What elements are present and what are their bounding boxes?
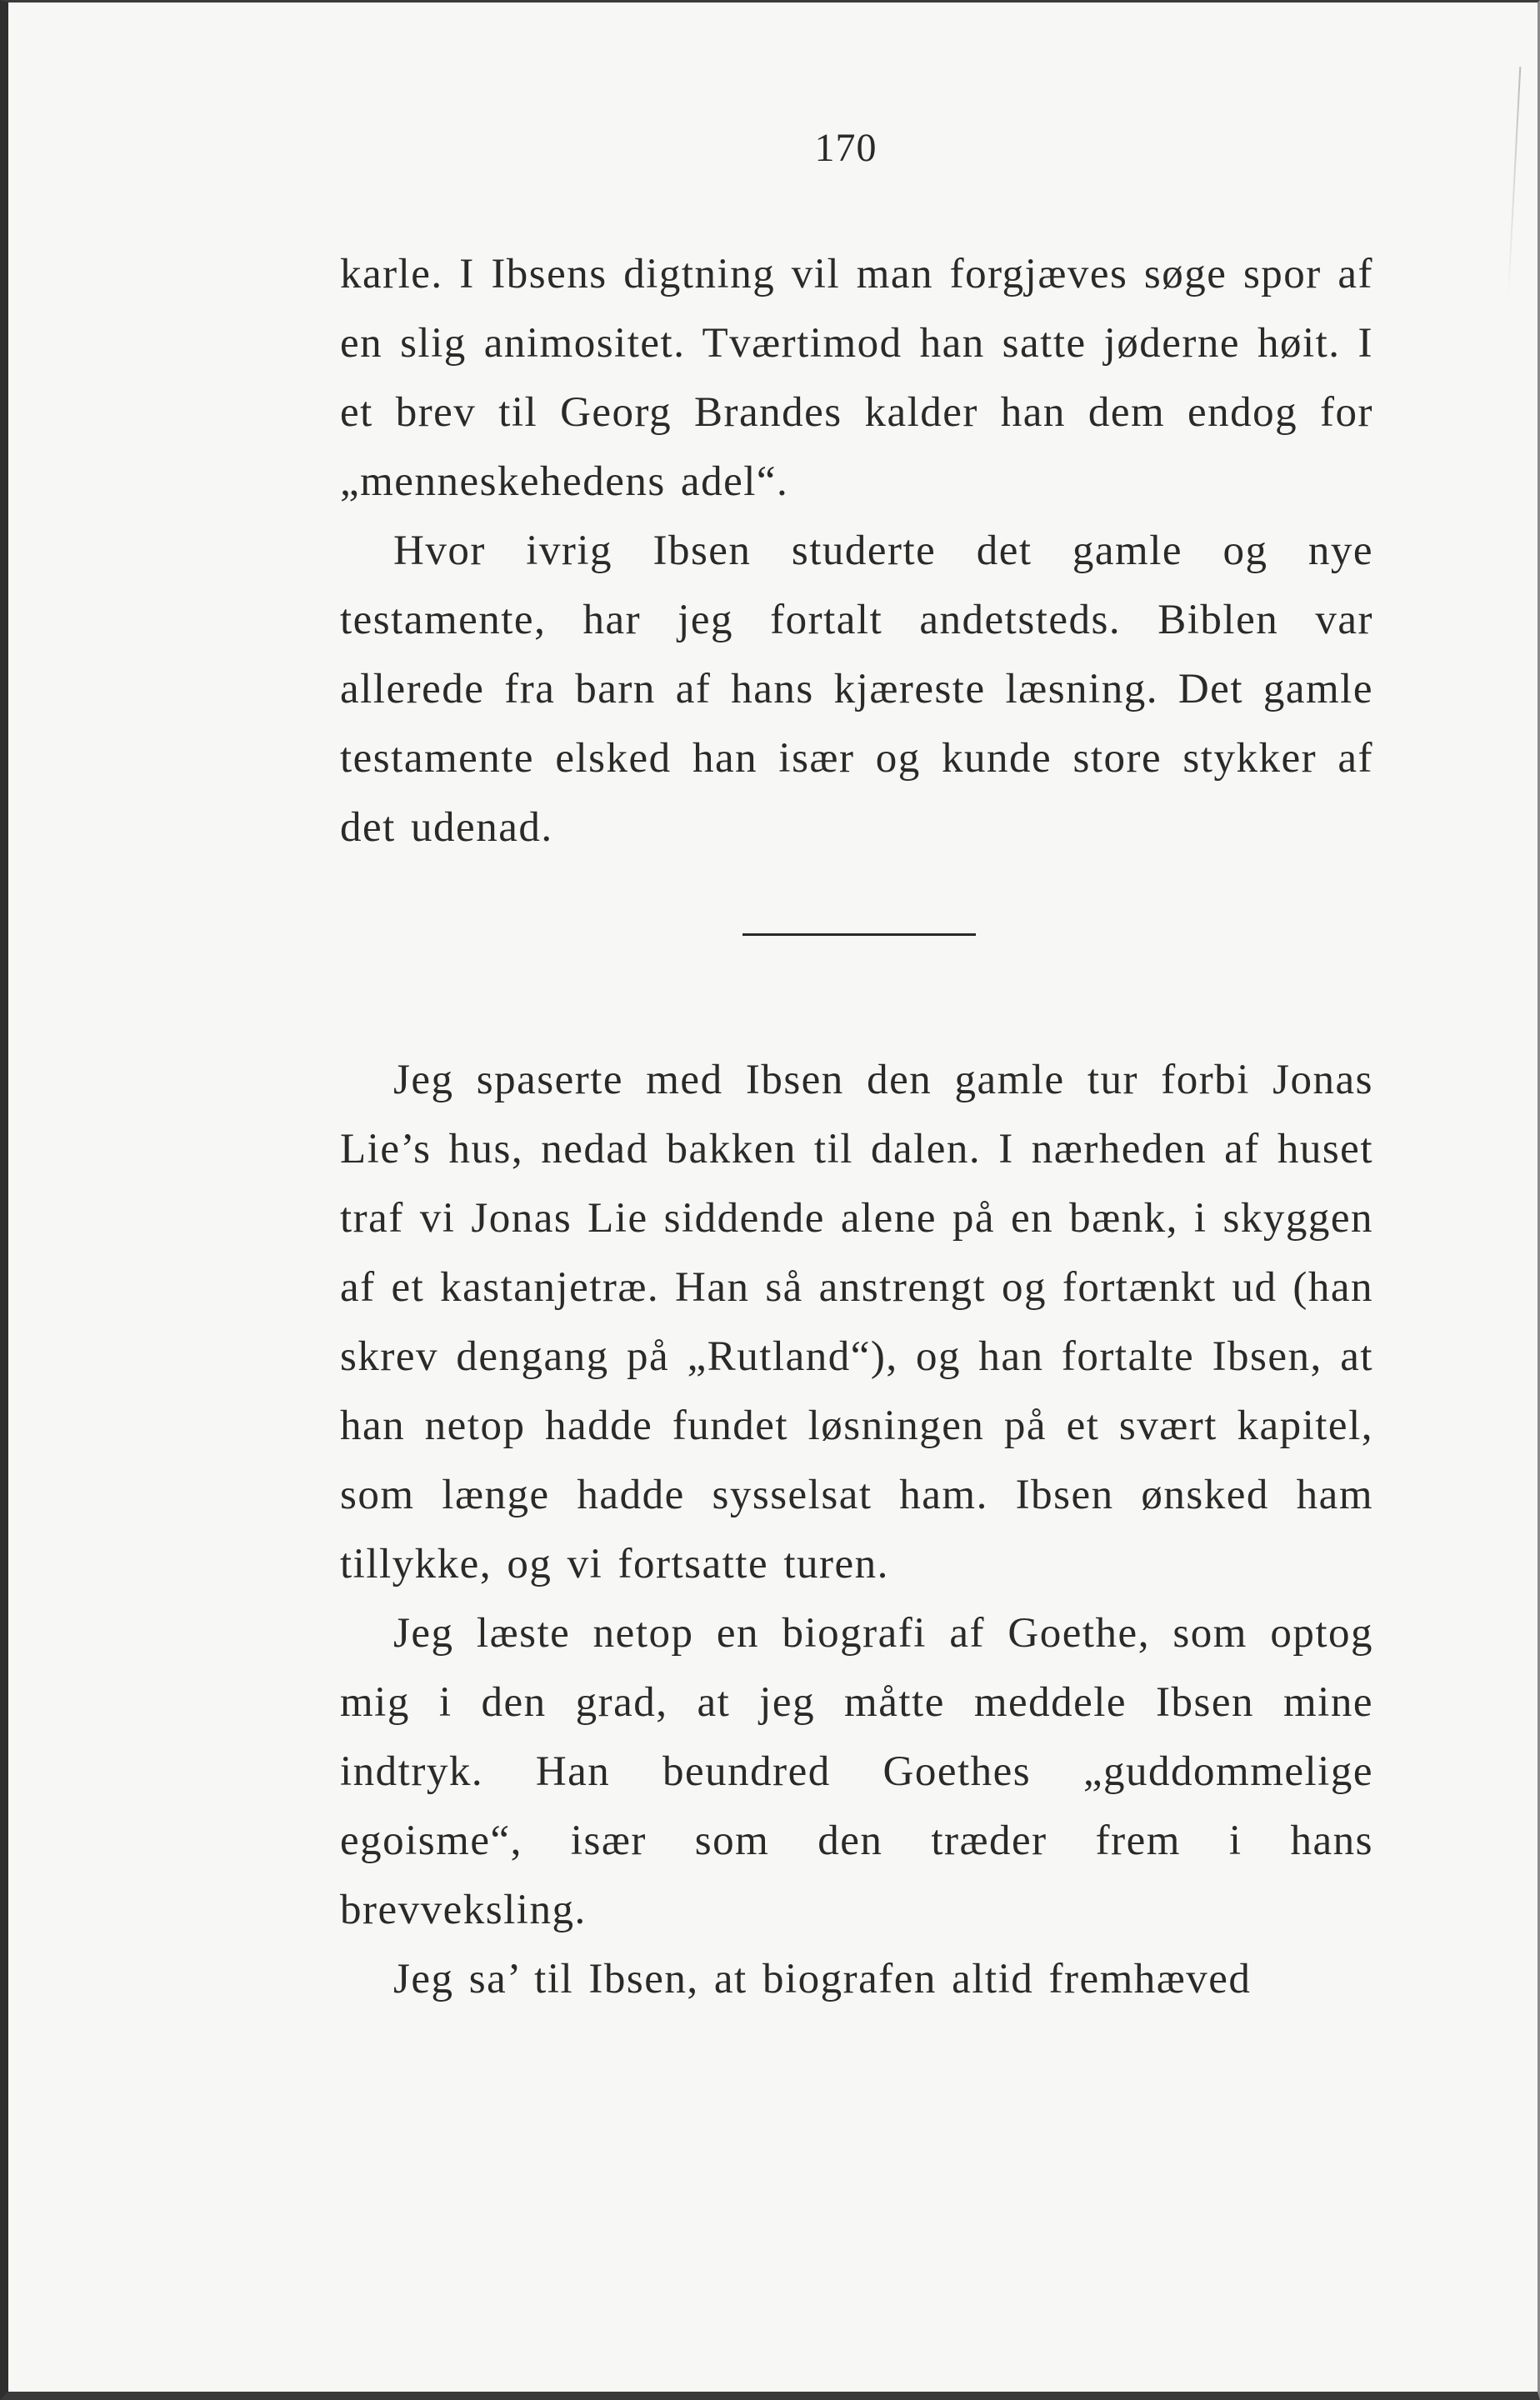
paragraph: Hvor ivrig Ibsen studerte det gamle og nye testamente, har jeg fortalt andetsteds. Biblen var allerede fra barn af hans kjæreste læsning. Det gamle testamente elsked han især og kunde store stykker af det udenad. [340,528,1373,851]
paragraph: Jeg sa’ til Ibsen, at biografen altid fremhæved [393,1956,1252,2002]
paragraph: karle. I Ibsens digtning vil man forgjæves søge spor af en slig animositet. Tværtimod han satte jøderne høit. I et brev til Georg Brandes kalder han dem endog for „menneskehedens adel“. [340,251,1373,505]
page-number: 170 [814,126,878,170]
paragraph: Jeg spaserte med Ibsen den gamle tur forbi Jonas Lie’s hus, nedad bakken til dalen. I nærheden af huset traf vi Jonas Lie siddende alene på en bænk, i skyggen af et kastanjetræ. Han så anstrengt og fortænkt ud (han skrev dengang på „Rutland“), og han fortalte Ibsen, at han netop hadde fundet løsningen på et svært kapitel, som længe hadde sysselsat ham. Ibsen ønsked ham tillykke, og vi fortsatte turen. [340,1057,1373,1588]
text-section-2 [340,1046,1373,2014]
text-section-1 [340,240,1373,862]
paragraph: Jeg læste netop en biografi af Goethe, som optog mig i den grad, at jeg måtte meddele Ibsen mine indtryk. Han beundred Goethes „guddommelige egoisme“, især som den træder frem i hans brevveksling. [340,1610,1373,1933]
section-divider-rule [742,933,976,936]
